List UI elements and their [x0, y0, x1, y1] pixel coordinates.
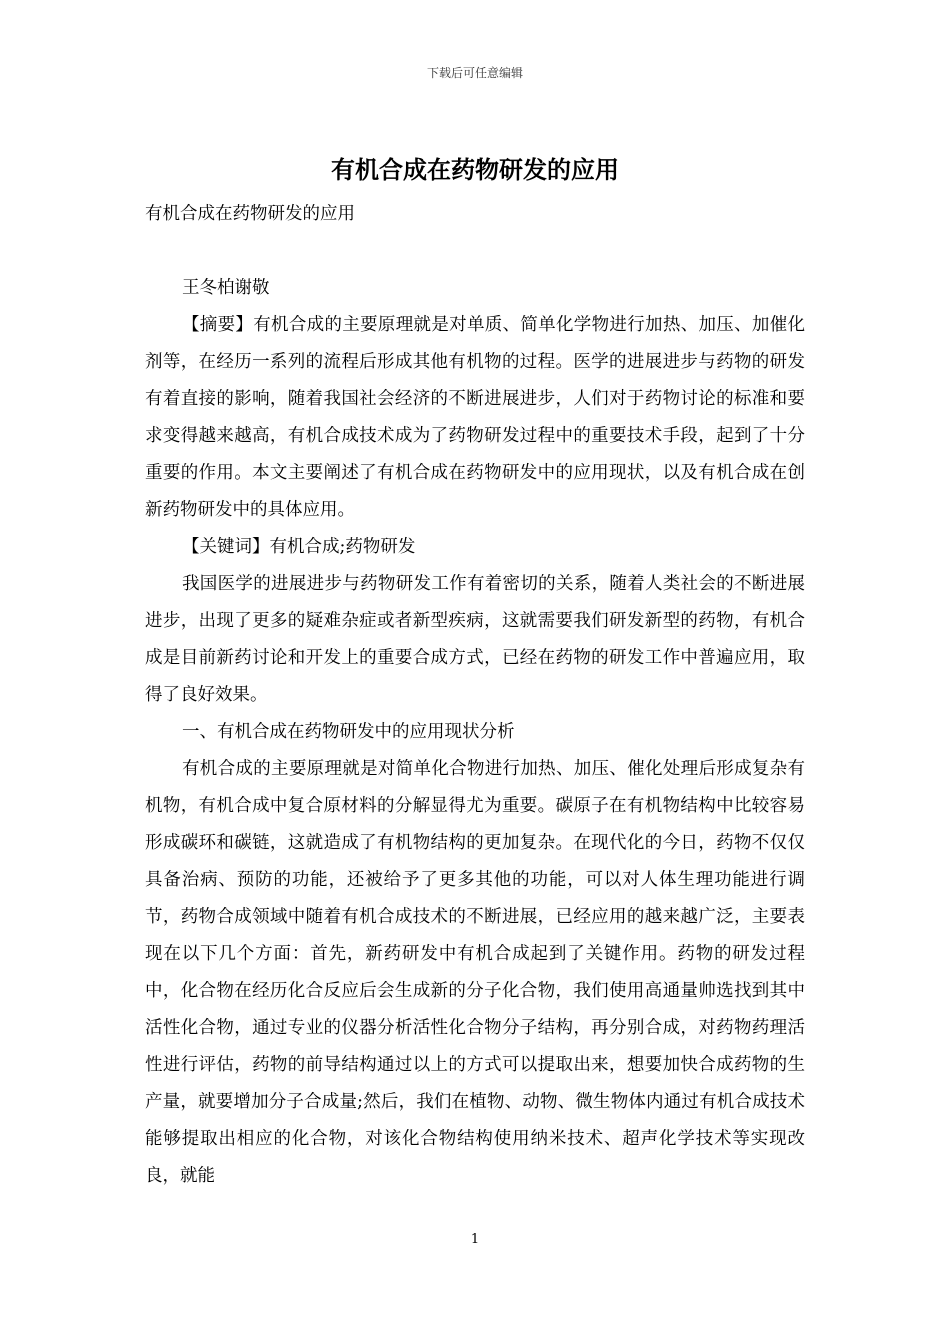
section-heading: 一、有机合成在药物研发中的应用现状分析	[182, 722, 515, 742]
abstract-paragraph: 【摘要】有机合成的主要原理就是对单质、简单化学物进行加热、加压、加催化剂等，在经历一系列的流程后形成其他有机物的过程。医学的进展进步与药物的研发有着直接的影响，随着我国社会经济的不断进展进步，人们对于药物讨论的标准和要求变得越来越高，有机合成技术成为了药物研发过程中的重要技术手段，起到了十分重要的作用。本文主要阐述了有机合成在药物研发中的应用现状，以及有机合成在创新药物研发中的具体应用。	[145, 315, 805, 520]
page-header: 下载后可任意编辑	[426, 66, 523, 80]
document-body	[145, 196, 805, 1195]
keywords-paragraph: 【关键词】有机合成;药物研发	[182, 537, 416, 557]
section-paragraph: 有机合成的主要原理就是对简单化合物进行加热、加压、催化处理后形成复杂有机物，有机合成中复合原材料的分解显得尤为重要。碳原子在有机物结构中比较容易形成碳环和碳链，这就造成了有机物结构的更加复杂。在现代化的今日，药物不仅仅具备治病、预防的功能，还被给予了更多其他的功能，可以对人体生理功能进行调节，药物合成领域中随着有机合成技术的不断进展，已经应用的越来越广泛，主要表现在以下几个方面：首先，新药研发中有机合成起到了关键作用。药物的研发过程中，化合物在经历化合反应后会生成新的分子化合物，我们使用高通量帅选找到其中活性化合物，通过专业的仪器分析活性化合物分子结构，再分别合成，对药物药理活性进行评估，药物的前导结构通过以上的方式可以提取出来，想要加快合成药物的生产量，就要增加分子合成量;然后，我们在植物、动物、微生物体内通过有机合成技术能够提取出相应的化合物，对该化合物结构使用纳米技术、超声化学技术等实现改良，就能	[145, 759, 805, 1186]
authors: 王冬柏谢敬	[182, 278, 270, 298]
intro-paragraph: 我国医学的进展进步与药物研发工作有着密切的关系，随着人类社会的不断进展进步，出现了更多的疑难杂症或者新型疾病，这就需要我们研发新型的药物，有机合成是目前新药讨论和开发上的重要合成方式，已经在药物的研发工作中普遍应用，取得了良好效果。	[145, 574, 805, 705]
subtitle: 有机合成在药物研发的应用	[145, 204, 355, 224]
document-title: 有机合成在药物研发的应用	[331, 156, 619, 184]
blank-line	[145, 233, 805, 270]
page-number: 1	[470, 1232, 480, 1247]
